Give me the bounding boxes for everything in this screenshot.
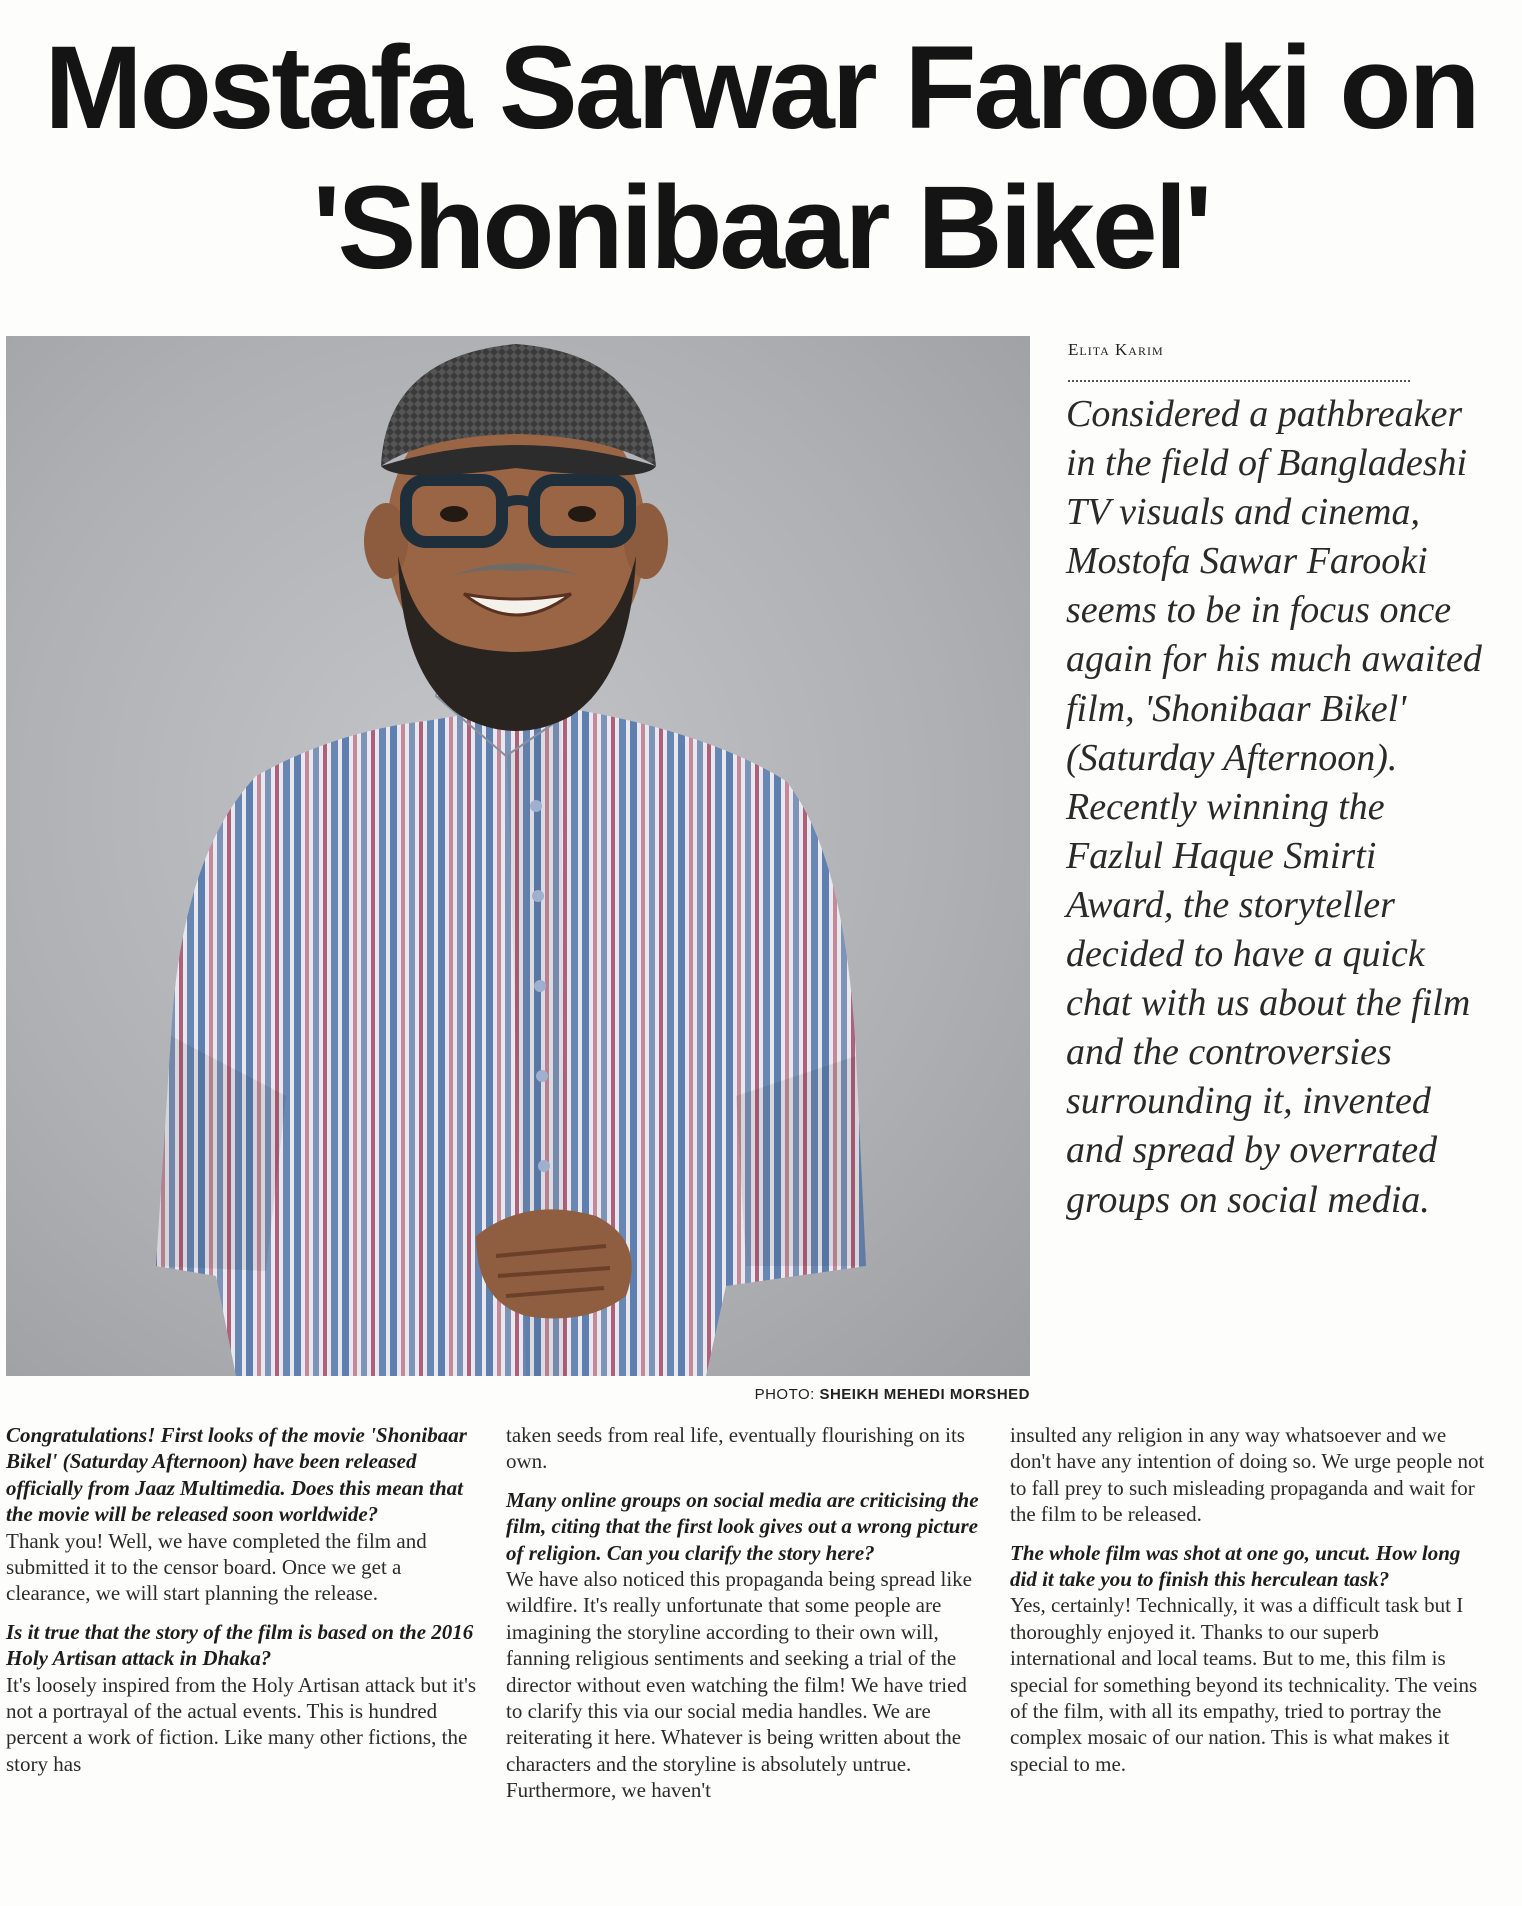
byline: Elita Karim — [1068, 340, 1164, 359]
column-2 — [506, 1422, 984, 1816]
headline-line-2: 'Shonibaar Bikel' — [312, 162, 1210, 294]
column-3 — [1010, 1422, 1488, 1789]
answer-3-continued: insulted any religion in any way whatsoever and we don't have any intention of doing so. We urge people not to fall prey to such misleading propaganda and wait for the film to be released. — [1010, 1423, 1485, 1527]
intro-paragraph: Considered a pathbreaker in the field of Bangladeshi TV visuals and cinema, Mostofa Sawar Farooki seems to be in focus once again for his much awaited film, 'Shonibaar Bikel' (Saturday Afternoon). Recently winning the Fazlul Haque Smirti Award, the storyteller decided to have a quick chat with us about the film and the controversies surrounding it, invented and spread by overrated groups on social media. — [1066, 393, 1482, 1221]
answer-3: We have also noticed this propaganda being spread like wildfire. It's really unfortunate that some people are imagining the storyline according to their own will, fanning religious sentiments and seeking a trial of the director without even watching the film! We have tried to clarify this via our social media handles. We are reiterating it here. Whatever is being written about the characters and the storyline is absolutely untrue. Furthermore, we haven't — [506, 1567, 972, 1803]
answer-4: Yes, certainly! Technically, it was a difficult task but I thoroughly enjoyed it. Thanks to our superb international and local teams. But to me, this film is special for something beyond its technicality. The veins of the film, with all its empathy, tried to portray the complex mosaic of our nation. This is what makes it special to me. — [1010, 1593, 1478, 1776]
portrait-photo — [6, 336, 1030, 1376]
photo-credit — [755, 1386, 1030, 1403]
question-3: Many online groups on social media are criticising the film, citing that the first look gives out a wrong picture of religion. Can you clarify the story here? — [506, 1487, 979, 1565]
question-1: Congratulations! First looks of the movie 'Shonibaar Bikel' (Saturday Afternoon) have been released officially from Jaaz Multimedia. Does this mean that the movie will be released soon worldwide? — [6, 1423, 467, 1527]
photo-credit-name: SHEIKH MEHEDI MORSHED — [819, 1386, 1030, 1403]
column-1 — [6, 1422, 484, 1789]
question-2: Is it true that the story of the film is based on the 2016 Holy Artisan attack in Dhaka? — [6, 1619, 474, 1671]
answer-1: Thank you! Well, we have completed the film and submitted it to the censor board. Once we get a clearance, we will start planning the release. — [6, 1528, 427, 1606]
headline-line-1: Mostafa Sarwar Farooki on — [44, 22, 1478, 154]
answer-2: It's loosely inspired from the Holy Artisan attack but it's not a portrayal of the actual events. This is hundred percent a work of fiction. Like many other fictions, the story has — [6, 1672, 477, 1776]
answer-2-continued: taken seeds from real life, eventually flourishing on its own. — [506, 1423, 965, 1474]
article-body — [6, 1422, 1506, 1892]
byline-divider — [1068, 380, 1410, 382]
photo-credit-label: PHOTO: — [754, 1386, 815, 1403]
portrait-illustration — [6, 336, 1030, 1376]
question-4: The whole film was shot at one go, uncut. How long did it take you to finish this herculean task? — [1010, 1540, 1461, 1592]
headline — [0, 18, 1522, 298]
